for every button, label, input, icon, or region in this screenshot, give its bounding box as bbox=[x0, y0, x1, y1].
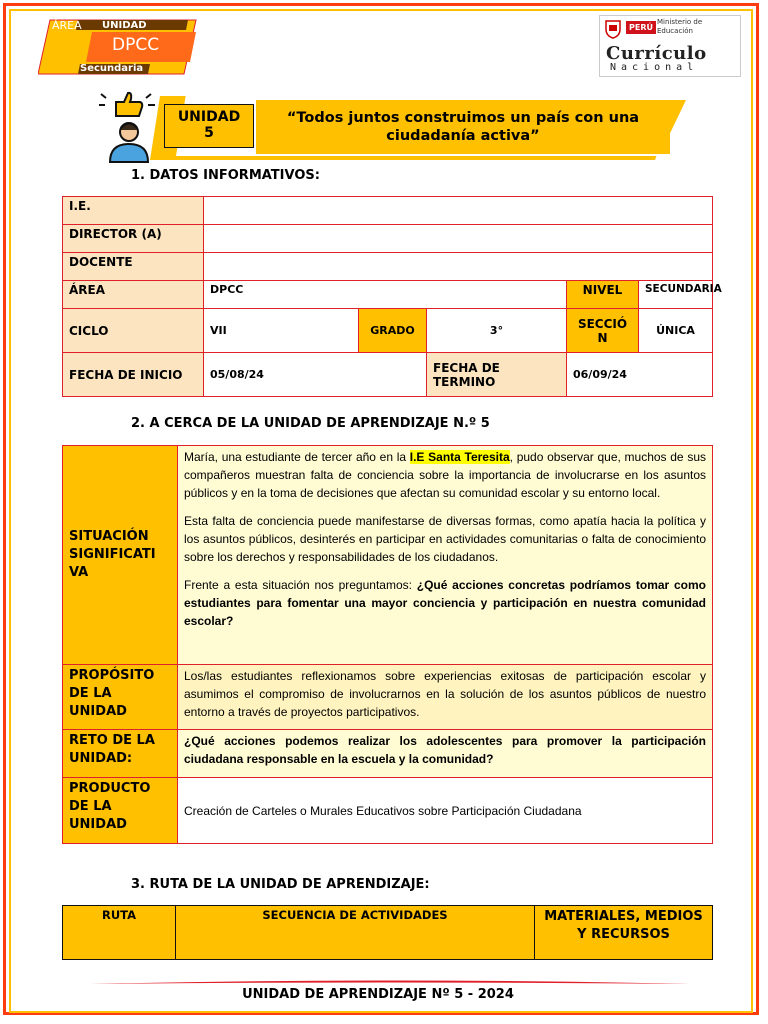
proposito-text: Los/las estudiantes reflexionamos sobre experiencias exitosas de participación escolar y asumimos el compromiso de involucrarnos en la solución de los asuntos públicos de nuestro entorno a través de proyectos participativos. bbox=[178, 665, 713, 730]
peru-shield-icon bbox=[604, 19, 622, 39]
ruta-col-header: RUTA bbox=[63, 906, 176, 960]
curriculo-logo bbox=[599, 15, 741, 77]
area-label: ÁREA bbox=[63, 281, 204, 309]
inicio-value: 05/08/24 bbox=[204, 353, 427, 397]
proposito-label: PROPÓSITO DE LA UNIDAD bbox=[63, 665, 178, 730]
situacion-p1-start: María, una estudiante de tercer año en la bbox=[184, 450, 410, 464]
logo-title: Currículo bbox=[606, 43, 707, 64]
situacion-p1-end: , pudo observar que, muchos de sus compañeros muestran falta de conciencia sobre la importancia de involucrarse en los asuntos públicos y en la toma de decisiones que afectan su comunidad escolar y su entorno local. bbox=[184, 450, 706, 500]
director-label: DIRECTOR (A) bbox=[63, 225, 204, 253]
termino-label: FECHA DE TERMINO bbox=[427, 353, 567, 397]
grado-label: GRADO bbox=[359, 309, 427, 353]
badge-area-label: ÁREA bbox=[52, 19, 82, 32]
unit-title-box bbox=[256, 100, 670, 154]
situacion-p3-start: Frente a esta situación nos preguntamos: bbox=[184, 578, 417, 592]
unit-number: 5 bbox=[204, 125, 214, 141]
director-value bbox=[204, 225, 713, 253]
school-name-highlight: I.E Santa Teresita bbox=[409, 450, 510, 464]
footer-divider bbox=[90, 972, 690, 980]
materiales-col-header: MATERIALES, MEDIOS Y RECURSOS bbox=[535, 906, 713, 960]
situacion-paragraph-1 bbox=[184, 448, 706, 502]
situacion-question: ¿Qué acciones concretas podríamos tomar como estudiantes para fomentar una mayor conciencia y participación en nuestra comunidad escolar? bbox=[184, 578, 706, 628]
ciclo-label: CICLO bbox=[63, 309, 204, 353]
ruta-table bbox=[62, 905, 713, 960]
docente-value bbox=[204, 253, 713, 281]
docente-label: DOCENTE bbox=[63, 253, 204, 281]
situacion-paragraph-3 bbox=[184, 576, 706, 630]
nivel-label: NIVEL bbox=[567, 281, 639, 309]
termino-value: 06/09/24 bbox=[567, 353, 713, 397]
situacion-label: SITUACIÓN SIGNIFICATI VA bbox=[63, 446, 178, 665]
unit-title: “Todos juntos construimos un país con una ciudadanía activa” bbox=[286, 110, 640, 144]
badge-unidad-label: UNIDAD bbox=[102, 20, 147, 31]
ie-label: I.E. bbox=[63, 197, 204, 225]
footer-text: UNIDAD DE APRENDIZAJE Nº 5 - 2024 bbox=[242, 987, 514, 1002]
producto-text: Creación de Carteles o Murales Educativos sobre Participación Ciudadana bbox=[178, 778, 713, 844]
logo-subtitle: Nacional bbox=[610, 62, 699, 73]
nivel-value: SECUNDARIA bbox=[639, 281, 713, 309]
logo-ministry: Ministerio de Educación bbox=[657, 18, 703, 35]
section-1-heading: 1. DATOS INFORMATIVOS: bbox=[131, 168, 320, 183]
unit-label: UNIDAD bbox=[177, 109, 241, 125]
producto-label: PRODUCTO DE LA UNIDAD bbox=[63, 778, 178, 844]
badge-level: Secundaria bbox=[80, 63, 144, 74]
unit-number-box bbox=[164, 104, 254, 148]
seccion-label: SECCIÓ N bbox=[567, 309, 639, 353]
area-value: DPCC bbox=[204, 281, 567, 309]
section-2-heading: 2. A CERCA DE LA UNIDAD DE APRENDIZAJE N.º 5 bbox=[131, 416, 490, 431]
datos-table bbox=[62, 196, 722, 397]
course-badge bbox=[38, 18, 198, 76]
badge-course: DPCC bbox=[112, 35, 160, 55]
ciclo-value: VII bbox=[204, 309, 359, 353]
unidad-table bbox=[62, 445, 713, 844]
inicio-label: FECHA DE INICIO bbox=[63, 353, 204, 397]
seccion-value: ÚNICA bbox=[639, 309, 713, 353]
grado-value: 3° bbox=[427, 309, 567, 353]
reto-text: ¿Qué acciones podemos realizar los adolescentes para promover la participación ciudadana responsable en la escuela y la comunidad? bbox=[178, 730, 713, 778]
secuencia-col-header: SECUENCIA DE ACTIVIDADES bbox=[176, 906, 535, 960]
section-3-heading: 3. RUTA DE LA UNIDAD DE APRENDIZAJE: bbox=[131, 877, 430, 892]
situacion-text bbox=[178, 446, 713, 665]
ie-value bbox=[204, 197, 713, 225]
logo-country: PERÚ bbox=[626, 21, 656, 34]
unit-banner bbox=[150, 90, 695, 168]
reto-label: RETO DE LA UNIDAD: bbox=[63, 730, 178, 778]
situacion-paragraph-2: Esta falta de conciencia puede manifestarse de diversas formas, como apatía hacia la política y los asuntos públicos, desinterés en participar en actividades comunitarias o falta de conocimiento sobre los derechos y responsabilidades de los ciudadanos. bbox=[184, 514, 706, 564]
